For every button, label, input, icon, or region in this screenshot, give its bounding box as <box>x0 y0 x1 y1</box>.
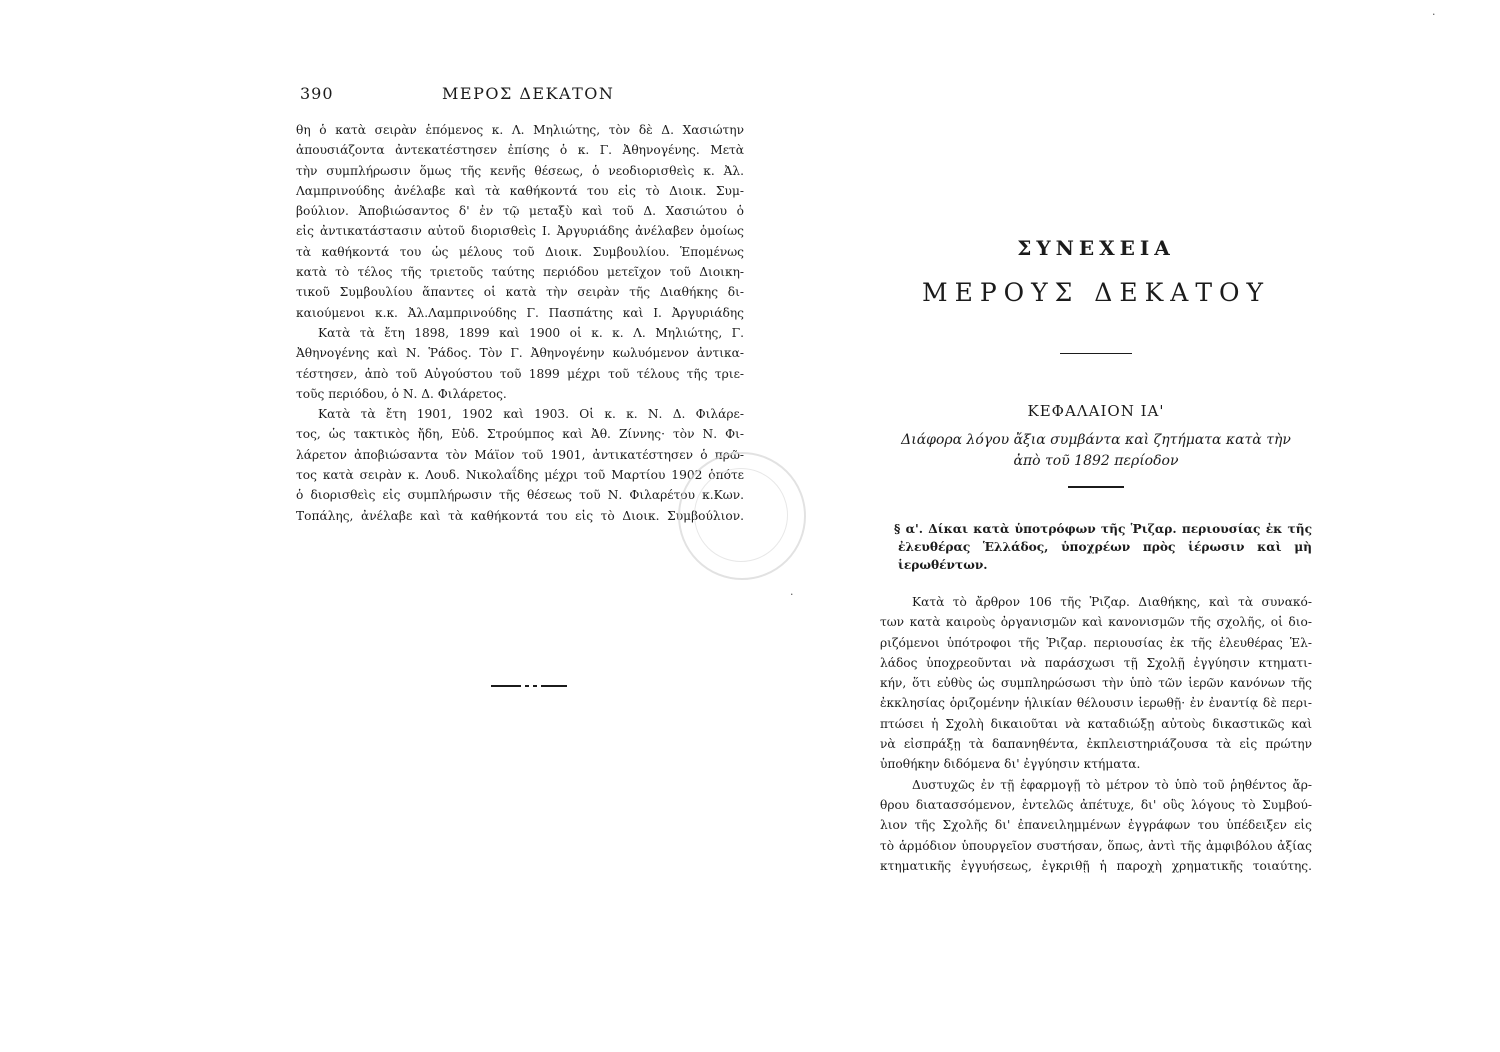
chapter-title-line: Διάφορα λόγου ἄξια συμβάντα καὶ ζητήματα κατὰ τὴν <box>901 432 1291 448</box>
text-line: καιούμενοι κ.κ. Ἀλ.Λαμπρινούδης Γ. Πασπάτης καὶ Ι. Ἀργυριάδης <box>296 305 744 320</box>
text-line: τέστησεν, ἀπὸ τοῦ Αὐγούστου τοῦ 1899 μέχρι τοῦ τέλους τῆς τριε- <box>296 366 744 381</box>
chapter-title <box>880 430 1312 472</box>
text-line: των κατὰ καιροὺς ὀργανισμῶν καὶ κανονισμῶν τῆς σχολῆς, οἱ διο- <box>880 615 1312 630</box>
text-line: λιον τῆς Σχολῆς δι' ἐπανειλημμένων ἐγγράφων του ὑπέδειξεν εἰς <box>880 818 1312 833</box>
end-ornament <box>491 682 567 690</box>
left-body-text <box>296 120 744 526</box>
right-page <box>880 236 1312 876</box>
text-line: τος κατὰ σειρὰν κ. Λουδ. Νικολαΐδης μέχρι τοῦ Μαρτίου 1902 ὁπότε <box>296 468 744 483</box>
title-rule <box>1060 353 1132 354</box>
text-line: τοῦς περιόδου, ὁ Ν. Δ. Φιλάρετος. <box>296 386 507 401</box>
text-line: βούλιον. Ἀποβιώσαντος δ' ἐν τῷ μεταξὺ καὶ τοῦ Δ. Χασιώτου ὁ <box>296 204 744 219</box>
text-line: ὁ διορισθεὶς εἰς συμπλήρωσιν τῆς θέσεως τοῦ Ν. Φιλαρέτου κ.Κων. <box>296 488 744 503</box>
text-line: Κατὰ τὸ ἄρθρον 106 τῆς Ῥιζαρ. Διαθήκης, καὶ τὰ συνακό- <box>912 595 1312 609</box>
text-line: τικοῦ Συμβουλίου ἅπαντες οἱ κατὰ τὴν σειρὰν τῆς Διαθήκης δι- <box>296 285 744 300</box>
page-number: 390 <box>300 84 334 103</box>
stamp-inner-ring <box>694 468 788 562</box>
text-line: Τοπάλης, ἀνέλαβε καὶ τὰ καθήκοντά του εἰς τὸ Διοικ. Συμβούλιον. <box>296 508 744 523</box>
text-line: ριζόμενοι ὑπότροφοι τῆς Ῥιζαρ. περιουσίας ἐκ τῆς ἐλευθέρας Ἑλ- <box>880 635 1312 650</box>
text-line: εἰς ἀντικατάστασιν αὐτοῦ διορισθεὶς Ι. Ἀργυριάδης ἀνέλαβεν ὁμοίως <box>296 224 744 239</box>
part-title: ΜΕΡΟΥΣ ΔΕΚΑΤΟΥ <box>922 278 1270 307</box>
running-head <box>296 84 744 110</box>
chapter-title-line: ἀπὸ τοῦ 1892 περίοδον <box>1013 453 1179 469</box>
chapter-label: ΚΕΦΑΛΑΙΟΝ ΙΑ' <box>1027 402 1165 420</box>
section-heading: § α'. Δίκαι κατὰ ὑποτρόφων τῆς Ῥιζαρ. περιουσίας ἐκ τῆς ἐλευθέρας Ἑλλάδος, ὑποχρέων πρὸς ἱέρωσιν καὶ μὴ ἱερωθέντων. <box>894 522 1312 572</box>
text-line: Κατὰ τὰ ἔτη 1901, 1902 καὶ 1903. Οἱ κ. κ. Ν. Δ. Φιλάρε- <box>318 407 744 422</box>
text-line: τὸ ἁρμόδιον ὑπουργεῖον συστήσαν, ὅπως, ἀντὶ τῆς ἀμφιβόλου ἀξίας <box>880 838 1312 853</box>
library-stamp-icon <box>678 452 806 580</box>
text-line: ὑποθήκην διδόμενα δι' ἐγγύησιν κτήματα. <box>880 757 1141 772</box>
text-line: Δυστυχῶς ἐν τῇ ἐφαρμογῇ τὸ μέτρον τὸ ὑπὸ τοῦ ῥηθέντος ἄρ- <box>912 777 1312 792</box>
text-line: Ἀθηνογένης καὶ Ν. Ῥάδος. Τὸν Γ. Ἀθηνογένην κωλυόμενον ἀντικα- <box>296 346 744 361</box>
ink-speck-icon: · <box>790 588 794 601</box>
text-line: νὰ εἰσπράξῃ τὰ δαπανηθέντα, ἐκπλειστηριάζουσα τὰ εἰς πρώτην <box>880 737 1312 752</box>
text-line: λάδος ὑποχρεοῦνται νὰ παράσχωσι τῇ Σχολῇ ἐγγύησιν κτηματι- <box>880 655 1312 670</box>
text-line: θρου διατασσόμενον, ἐντελῶς ἀπέτυχε, δι' οὓς λόγους τὸ Συμβού- <box>880 797 1312 812</box>
text-line: πτώσει ἡ Σχολὴ δικαιοῦται νὰ καταδιώξῃ αὐτοὺς δικαστικῶς καὶ <box>880 716 1312 731</box>
text-line: τὴν συμπλήρωσιν ὅμως τῆς κενῆς θέσεως, ὁ νεοδιορισθεὶς κ. Ἀλ. <box>296 163 744 178</box>
text-line: Λαμπρινούδης ἀνέλαβε καὶ τὰ καθήκοντά του εἰς τὸ Διοικ. Συμ- <box>296 183 744 198</box>
text-line: θη ὁ κατὰ σειρὰν ἑπόμενος κ. Λ. Μηλιώτης, τὸν δὲ Δ. Χασιώτην <box>296 123 744 137</box>
text-line: τὰ καθήκοντά του ὡς μέλους τοῦ Διοικ. Συμβουλίου. Ἑπομένως <box>296 244 744 259</box>
text-line: ἐκκλησίας ὁριζομένην ἡλικίαν θέλουσιν ἱερωθῇ· ἐν ἐναντίᾳ δὲ περι- <box>880 696 1312 711</box>
text-line: Κατὰ τὰ ἔτη 1898, 1899 καὶ 1900 οἱ κ. κ. Λ. Μηλιώτης, Γ. <box>318 325 744 340</box>
running-title: ΜΕΡΟΣ ΔΕΚΑΤΟΝ <box>442 84 615 103</box>
text-line: ἀπουσιάζοντα ἀντεκατέστησεν ἐπίσης ὁ κ. Γ. Ἀθηνογένης. Μετὰ <box>296 143 744 158</box>
right-body-text <box>880 592 1312 876</box>
left-page <box>296 84 744 526</box>
text-line: κατὰ τὸ τέλος τῆς τριετοῦς ταύτης περιόδου μετεῖχον τοῦ Διοικη- <box>296 265 744 280</box>
text-line: κτηματικῆς ἐγγυήσεως, ἐγκριθῇ ἡ παροχὴ χρηματικῆς τοιαύτης. <box>880 858 1312 873</box>
chapter-rule <box>1068 486 1124 488</box>
text-line: κήν, ὅτι εὐθὺς ὡς συμπληρώσωσι τὴν ὑπὸ τῶν ἱερῶν κανόνων τῆς <box>880 676 1312 691</box>
text-line: τος, ὡς τακτικὸς ἤδη, Εὐδ. Στρούμπος καὶ Ἀθ. Ζίννης· τὸν Ν. Φι- <box>296 427 744 442</box>
scan-mark-icon: · <box>1432 8 1436 21</box>
part-label: ΣΥΝΕΧΕΙΑ <box>1017 236 1175 260</box>
text-line: λάρετον ἀποβιώσαντα τὸν Μάϊον τοῦ 1901, ἀντικατέστησεν ὁ πρῶ- <box>296 447 744 462</box>
